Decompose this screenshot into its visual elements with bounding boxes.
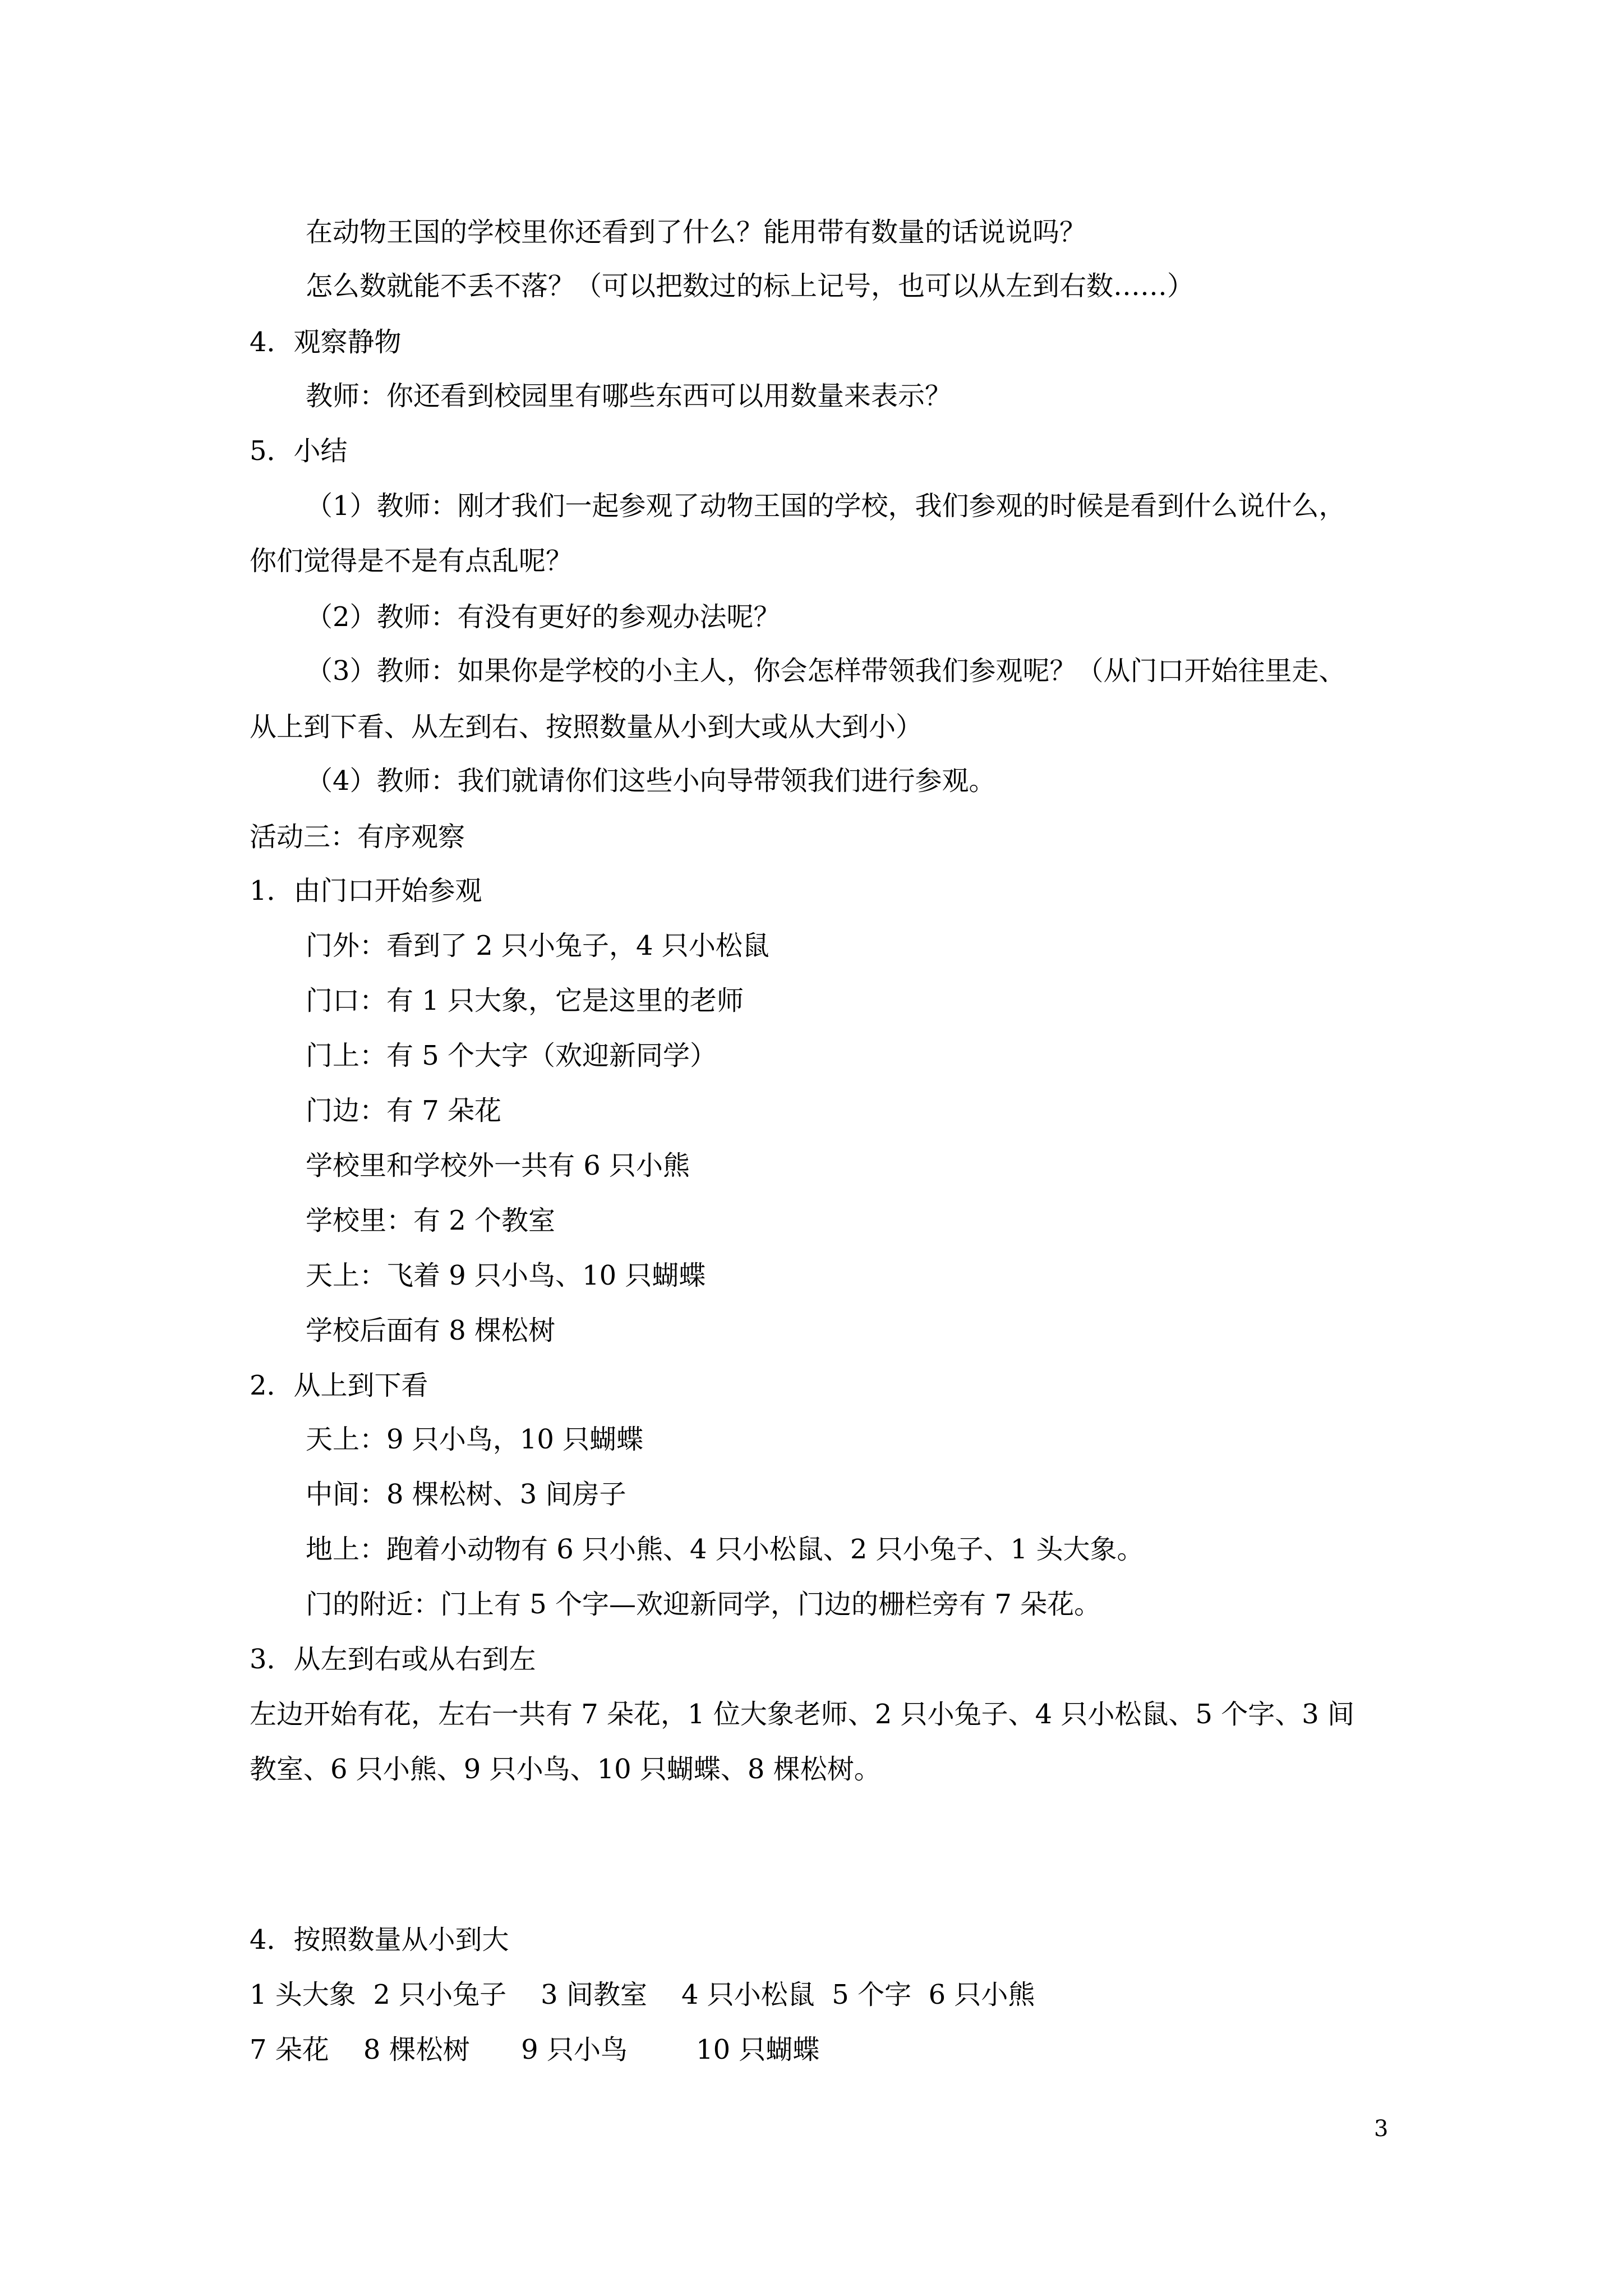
text-line: （2）教师：有没有更好的参观办法呢？ — [306, 601, 781, 633]
section-heading: 2．从上到下看 — [250, 1370, 428, 1401]
text-line: 1 头大象 2 只小兔子 3 间教室 4 只小松鼠 5 个字 6 只小熊 — [250, 1979, 1035, 2010]
text-line: 怎么数就能不丢不落？（可以把数过的标上记号，也可以从左到右数……） — [306, 270, 1195, 302]
text-line: （1）教师：刚才我们一起参观了动物王国的学校，我们参观的时候是看到什么说什么， — [306, 490, 1346, 522]
text-line: 教师：你还看到校园里有哪些东西可以用数量来表示？ — [306, 380, 952, 412]
page-number: 3 — [1374, 2116, 1389, 2142]
text-line: 7 朵花 8 棵松树 9 只小鸟 10 只蝴蝶 — [250, 2034, 820, 2065]
text-line: （4）教师：我们就请你们这些小向导带领我们进行参观。 — [306, 765, 996, 797]
text-line: 中间：8 棵松树、3 间房子 — [306, 1479, 626, 1510]
section-heading: 活动三：有序观察 — [250, 821, 465, 853]
section-heading: 5．小结 — [250, 435, 348, 467]
text-line: 学校里和学校外一共有 6 只小熊 — [306, 1150, 690, 1181]
text-line: 天上：9 只小鸟，10 只蝴蝶 — [306, 1424, 644, 1455]
text-line: 从上到下看、从左到右、按照数量从小到大或从大到小） — [250, 711, 923, 743]
text-line: 地上：跑着小动物有 6 只小熊、4 只小松鼠、2 只小兔子、1 头大象。 — [306, 1534, 1144, 1565]
text-line: 天上：飞着 9 只小鸟、10 只蝴蝶 — [306, 1260, 706, 1291]
text-line: 门外：看到了 2 只小兔子，4 只小松鼠 — [306, 930, 769, 961]
text-line: 门边：有 7 朵花 — [306, 1095, 502, 1126]
text-line: 左边开始有花，左右一共有 7 朵花，1 位大象老师、2 只小兔子、4 只小松鼠、5 个字、3 间 — [250, 1699, 1355, 1730]
section-heading: 1．由门口开始参观 — [250, 875, 482, 907]
section-heading: 4．观察静物 — [250, 326, 402, 358]
text-line: 学校里：有 2 个教室 — [306, 1205, 556, 1236]
text-line: 在动物王国的学校里你还看到了什么？能用带有数量的话说说吗？ — [306, 217, 1087, 248]
text-line: 门的附近：门上有 5 个字—欢迎新同学，门边的栅栏旁有 7 朵花。 — [306, 1589, 1101, 1620]
text-line: 学校后面有 8 棵松树 — [306, 1315, 556, 1346]
section-heading: 3．从左到右或从右到左 — [250, 1644, 536, 1675]
text-line: 教室、6 只小熊、9 只小鸟、10 只蝴蝶、8 棵松树。 — [250, 1754, 881, 1785]
section-heading: 4．按照数量从小到大 — [250, 1924, 509, 1955]
text-line: 门上：有 5 个大字（欢迎新同学） — [306, 1040, 717, 1071]
text-line: （3）教师：如果你是学校的小主人，你会怎样带领我们参观呢？（从门口开始往里走、 — [306, 655, 1346, 687]
text-line: 门口：有 1 只大象，它是这里的老师 — [306, 985, 744, 1016]
text-line: 你们觉得是不是有点乱呢？ — [250, 545, 573, 577]
